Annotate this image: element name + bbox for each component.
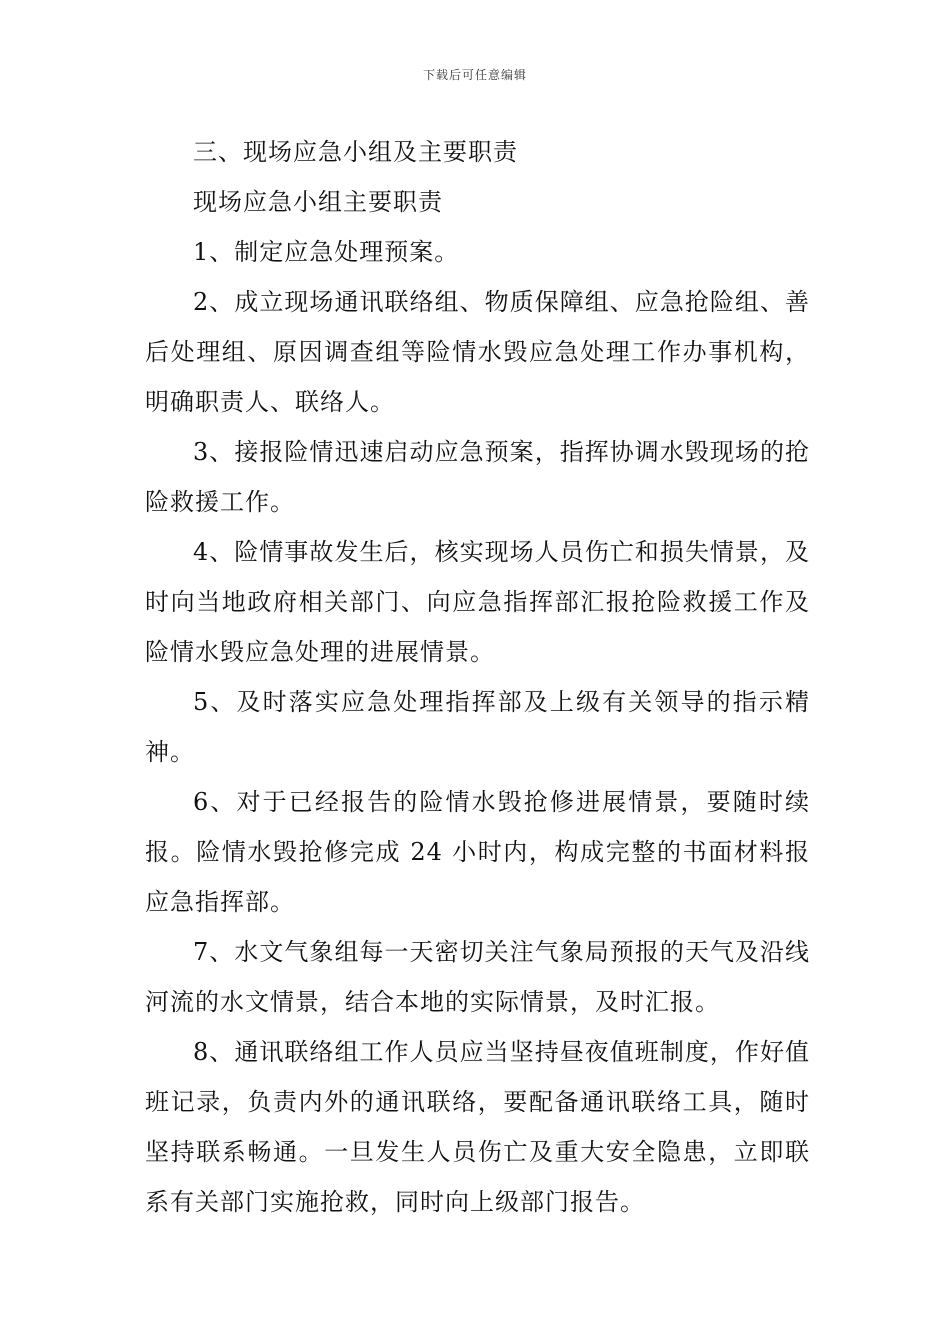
duty-item-1: 1、制定应急处理预案。: [193, 238, 460, 266]
section-heading: 三、现场应急小组及主要职责: [193, 138, 518, 166]
subheading: 现场应急小组主要职责: [193, 188, 443, 216]
duty-item-6: 6、对于已经报告的险情水毁抢修进展情景，要随时续报。险情水毁抢修完成 24 小时内，构成完整的书面材料报应急指挥部。: [145, 788, 810, 916]
duty-item-4: 4、险情事故发生后，核实现场人员伤亡和损失情景，及时向当地政府相关部门、向应急指挥部汇报抢险救援工作及险情水毁应急处理的进展情景。: [145, 538, 810, 666]
duty-item-3: 3、接报险情迅速启动应急预案，指挥协调水毁现场的抢险救援工作。: [145, 438, 810, 516]
duty-item-5: 5、及时落实应急处理指挥部及上级有关领导的指示精神。: [145, 688, 810, 766]
duty-item-7: 7、水文气象组每一天密切关注气象局预报的天气及沿线河流的水文情景，结合本地的实际情景，及时汇报。: [145, 938, 810, 1016]
duty-item-8: 8、通讯联络组工作人员应当坚持昼夜值班制度，作好值班记录，负责内外的通讯联络，要配备通讯联络工具，随时坚持联系畅通。一旦发生人员伤亡及重大安全隐患，立即联系有关部门实施抢救，同时向上级部门报告。: [145, 1038, 810, 1216]
document-body: [145, 127, 810, 1227]
page-header-note: 下载后可任意编辑: [422, 68, 527, 82]
duty-item-2: 2、成立现场通讯联络组、物质保障组、应急抢险组、善后处理组、原因调查组等险情水毁应急处理工作办事机构，明确职责人、联络人。: [145, 288, 810, 416]
